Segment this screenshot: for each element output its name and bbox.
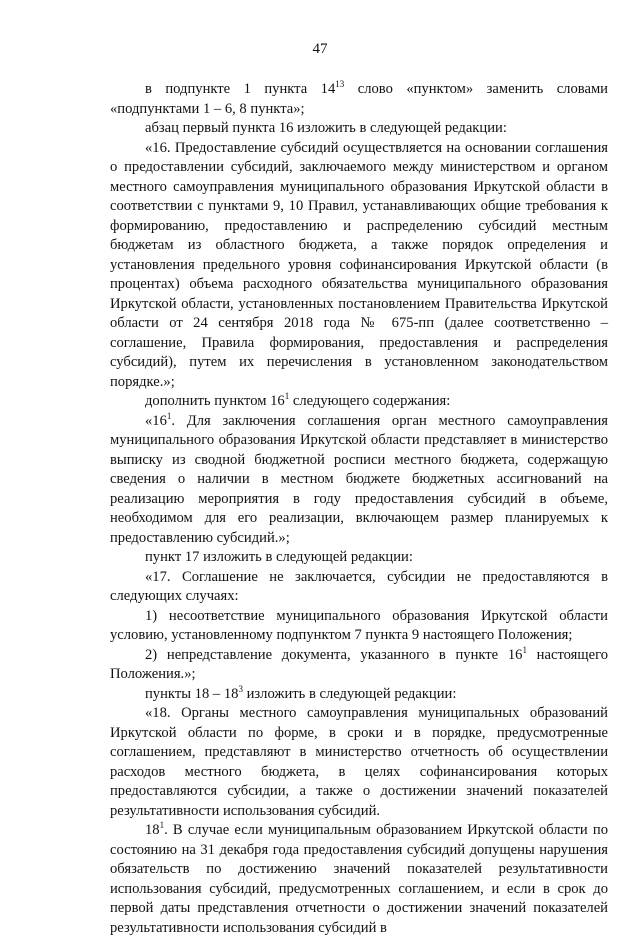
text-run: настоящего Положения.»; <box>110 646 608 682</box>
text-run: изложить в следующей редакции: <box>242 685 457 702</box>
text-run: пункты 18 – 18 <box>145 685 239 702</box>
paragraph <box>110 412 608 549</box>
text-run: «18. Органы местного самоуправления муниципальных образований Иркутской области по форме, в сроки и в порядке, предусмотренные соглашением, представляют в министерство отчетность об осуществлении расходов местного бюджета, в целях софинансирования которых предоставляются субсидии, а также о достижении значений показателей результативности использования субсидий. <box>110 705 608 819</box>
text-run: «16 <box>145 412 167 429</box>
paragraph <box>110 646 608 685</box>
paragraph <box>110 607 608 646</box>
superscript: 13 <box>335 79 345 90</box>
text-run: . В случае если муниципальным образованием Иркутской области по состоянию на 31 декабря года предоставления субсидий допущены нарушения обязательств по достижению значений показателей результативности использования субсидий, предусмотренных соглашением, и если в срок до первой даты представления отчетности о достижении значений показателей результативности использования субсидий в <box>110 822 608 936</box>
text-run: 1) несоответствие муниципального образования Иркутской области условию, установленному подпунктом 7 пункта 9 настоящего Положения; <box>110 607 608 643</box>
paragraph <box>110 821 608 938</box>
text-run: дополнить пунктом 16 <box>145 393 285 409</box>
text-run: в подпункте 1 пункта 14 <box>145 81 336 97</box>
page-number: 47 <box>312 41 328 57</box>
paragraph <box>110 685 608 705</box>
paragraph <box>110 119 608 139</box>
text-run: 18 <box>145 822 160 838</box>
text-run: 2) непредставление документа, указанного в пункте 16 <box>145 646 523 663</box>
text-run: . Для заключения соглашения орган местного самоуправления муниципального образования Иркутской области представляет в министерство выписку из сводной бюджетной росписи местного бюджета, содержащую сведения о наличии в местном бюджете бюджетных ассигнований на реализацию мероприятия в году предоставления субсидий в объеме, необходимом для его реализации, включающем размер планируемых к предоставлению субсидий.»; <box>110 412 608 546</box>
paragraph <box>110 568 608 607</box>
paragraph <box>110 704 608 821</box>
text-run: следующего содержания: <box>289 393 451 409</box>
superscript: 1 <box>159 820 165 831</box>
superscript: 3 <box>238 683 243 694</box>
superscript: 1 <box>166 410 172 421</box>
text-run: слово «пунктом» заменить словами «подпунктами 1 – 6, 8 пункта»; <box>110 81 608 117</box>
text-run: пункт 17 изложить в следующей редакции: <box>145 549 413 565</box>
paragraph <box>110 548 608 568</box>
text-run: абзац первый пункта 16 изложить в следующей редакции: <box>145 120 507 136</box>
paragraph <box>110 80 608 119</box>
text-run: «16. Предоставление субсидий осуществляется на основании соглашения о предоставлении субсидий, заключаемого между министерством и органом местного самоуправления муниципального образования Иркутской области в соответствии с пунктами 9, 10 Правил, устанавливающих общие требования к формированию, предоставлению и распределению субсидий местным бюджетам из областного бюджета, а также порядок определения и установления предельного уровня софинансирования Иркутской области (в процентах) объема расходного обязательства муниципального образования Иркутской области, установленных постановлением Правительства Иркутской области от 24 сентября 2018 года № 675-пп (далее соответственно – соглашение, Правила формирования, предоставления и распределения субсидий), путем их перечисления в установленном законодательством порядке.»; <box>110 139 608 390</box>
superscript: 1 <box>522 644 527 655</box>
paragraph <box>110 139 608 393</box>
text-run: «17. Соглашение не заключается, субсидии не предоставляются в следующих случаях: <box>110 568 608 604</box>
paragraph <box>110 392 608 412</box>
document-body <box>110 80 608 938</box>
superscript: 1 <box>284 391 290 402</box>
